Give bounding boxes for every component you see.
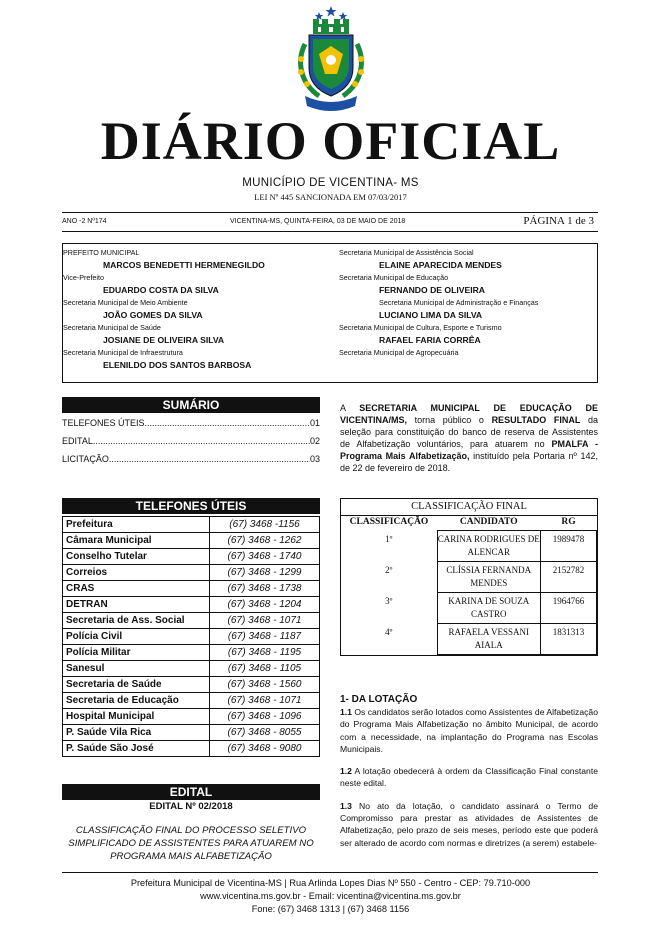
clause-number: 1.1 <box>340 707 352 717</box>
classification-title: CLASSIFICAÇÃO FINAL <box>341 499 597 516</box>
official-name: EDUARDO COSTA DA SILVA <box>103 285 219 295</box>
phone-number[interactable]: (67) 3468 - 8055 <box>210 725 320 741</box>
footer <box>0 877 661 916</box>
candidate-rg: 2152782 <box>541 562 597 593</box>
phone-number[interactable]: (67) 3468 - 1738 <box>210 581 320 597</box>
intro-text: A <box>340 403 360 413</box>
official-role: Secretaria Municipal de Educação <box>339 273 449 282</box>
candidate-name: CARINA RODRIGUES DE ALENCAR <box>437 531 541 562</box>
candidate-name: CLÍSSIA FERNANDA MENDES <box>437 562 541 593</box>
paragraph <box>340 706 598 755</box>
classification-position: 1º <box>385 533 393 544</box>
divider <box>62 231 598 232</box>
phone-number[interactable]: (67) 3468 - 1299 <box>210 565 320 581</box>
official-role: Secretaria Municipal de Meio Ambiente <box>63 298 188 307</box>
intro-text: instituído pela Portaria nº 142, de 22 de fevereiro de 2018. <box>340 451 598 473</box>
intro-text: torna público o <box>407 415 492 425</box>
footer-web[interactable]: www.vicentina.ms.gov.br - Email: vicentina@vicentina.ms.gov.br <box>200 891 461 901</box>
edition-bar <box>62 215 598 229</box>
official-role: Vice-Prefeito <box>63 273 105 282</box>
official-role: Secretaria Municipal de Administração e Finanças <box>379 298 539 307</box>
phone-row <box>63 533 320 549</box>
summary-item[interactable] <box>62 432 320 450</box>
candidate-name: KARINA DE SOUZA CASTRO <box>437 593 541 624</box>
official-name: ELAINE APARECIDA MENDES <box>379 260 502 270</box>
phone-number[interactable]: (67) 3468 - 9080 <box>210 741 320 757</box>
official-name: MARCOS BENEDETTI HERMENEGILDO <box>103 260 265 270</box>
phone-number[interactable]: (67) 3468 - 1071 <box>210 613 320 629</box>
summary-page: 01 <box>309 418 320 428</box>
summary-label: LICITAÇÃO <box>62 454 109 464</box>
edital-section <box>62 784 320 863</box>
intro-bold: RESULTADO FINAL <box>491 415 581 425</box>
phone-number[interactable]: (67) 3468 - 1187 <box>210 629 320 645</box>
edital-number: EDITAL Nº 02/2018 <box>149 801 233 812</box>
phone-number[interactable]: (67) 3468 - 1560 <box>210 677 320 693</box>
phone-row <box>63 629 320 645</box>
official-role: PREFEITO MUNICIPAL <box>63 248 140 257</box>
classification-position: 2º <box>385 564 393 575</box>
classification-position: 3º <box>385 595 393 606</box>
intro-bold: SECRETARIA MUNICIPAL DE EDUCAÇÃO DE VICENTINA/MS, <box>340 403 598 425</box>
edition-number: ANO -2 Nº174 <box>62 218 107 225</box>
classification-table <box>340 498 598 656</box>
official-name: LUCIANO LIMA DA SILVA <box>379 310 483 320</box>
phone-name: Prefeitura <box>63 517 210 533</box>
clause-number: 1.2 <box>340 766 352 777</box>
edition-date: VICENTINA-MS, QUINTA-FEIRA, 03 DE MAIO DE 2018 <box>230 218 406 225</box>
announcement-paragraph <box>340 402 598 474</box>
classification-row <box>341 531 597 562</box>
official-name: JOÃO GOMES DA SILVA <box>103 310 203 320</box>
phone-row <box>63 613 320 629</box>
official-role: Secretaria Municipal de Assistência Social <box>339 248 474 257</box>
phone-name: Conselho Tutelar <box>63 549 210 565</box>
phone-number[interactable]: (67) 3468 - 1204 <box>210 597 320 613</box>
phone-row <box>63 709 320 725</box>
phone-row <box>63 549 320 565</box>
footer-address: Prefeitura Municipal de Vicentina-MS | Rua Arlinda Lopes Dias Nº 550 - Centro - CEP: 79.710-000 <box>130 878 531 888</box>
phone-number[interactable]: (67) 3468 - 1071 <box>210 693 320 709</box>
phone-number[interactable]: (67) 3468 - 1262 <box>210 533 320 549</box>
edital-body <box>340 694 598 859</box>
paragraph <box>340 765 598 790</box>
phones-section <box>62 498 320 757</box>
page-indicator: PÁGINA 1 de 3 <box>523 215 594 227</box>
candidate-name: RAFAELA VESSANI AIALA <box>437 624 541 655</box>
phone-name: Correios <box>63 565 210 581</box>
section-heading: 1- DA LOTAÇÃO <box>340 694 418 705</box>
classification-row <box>341 624 597 655</box>
classification-row <box>341 562 597 593</box>
phone-row <box>63 677 320 693</box>
candidate-rg: 1831313 <box>541 624 597 655</box>
phone-row <box>63 661 320 677</box>
municipality-name: MUNICÍPIO DE VICENTINA- MS <box>242 177 419 189</box>
intro-bold: PMALFA - Programa Mais Alfabetização, <box>340 439 598 461</box>
phone-name: Secretaria de Saúde <box>63 677 210 693</box>
phone-name: CRAS <box>63 581 210 597</box>
footer-divider <box>62 872 598 873</box>
phone-number[interactable]: (67) 3468 - 1740 <box>210 549 320 565</box>
classification-position: 4º <box>385 626 393 637</box>
clause-text: A lotação obedecerá à ordem da Classificação Final constante neste edital. <box>340 766 598 789</box>
officials-box <box>62 243 598 383</box>
phone-name: Secretaria de Educação <box>63 693 210 709</box>
column-header: CANDIDATO <box>459 517 518 527</box>
clause-number: 1.3 <box>340 800 352 811</box>
phone-number[interactable]: (67) 3468 - 1096 <box>210 709 320 725</box>
summary-section <box>62 397 320 468</box>
phone-name: Polícia Militar <box>63 645 210 661</box>
phones-table <box>62 516 320 757</box>
summary-item[interactable] <box>62 450 320 468</box>
phone-row <box>63 597 320 613</box>
official-role: Secretaria Municipal de Infraestrutura <box>63 348 183 357</box>
phone-name: DETRAN <box>63 597 210 613</box>
phone-name: Polícia Civil <box>63 629 210 645</box>
crest-icon <box>291 4 371 116</box>
classification-row <box>341 593 597 624</box>
phone-row <box>63 581 320 597</box>
edital-heading: EDITAL <box>62 784 320 800</box>
official-name: FERNANDO DE OLIVEIRA <box>379 285 485 295</box>
phone-number[interactable]: (67) 3468 - 1195 <box>210 645 320 661</box>
phone-row <box>63 645 320 661</box>
officials-right-column <box>339 247 538 359</box>
phone-name: P. Saúde São José <box>63 741 210 757</box>
summary-heading: SUMÁRIO <box>62 397 320 413</box>
phone-row <box>63 517 320 533</box>
phones-heading: TELEFONES ÚTEIS <box>62 498 320 514</box>
paragraph <box>340 800 598 849</box>
column-header: RG <box>561 517 576 527</box>
edital-description: CLASSIFICAÇÃO FINAL DO PROCESSO SELETIVO SIMPLIFICADO DE ASSISTENTES PARA ATUAREM NO PROGRAMA MAIS ALFABETIZAÇÃO <box>68 825 314 862</box>
summary-label: EDITAL <box>62 436 93 446</box>
candidate-rg: 1964766 <box>541 593 597 624</box>
phone-name: Hospital Municipal <box>63 709 210 725</box>
clause-text: No ato da lotação, o candidato assinará o Termo de Compromisso para prestar as atividades de Assistentes de Alfabetização, pelo prazo de seis meses, período este que poderá ser alterado de acordo com normas e diretrizes (a serem) estabele- <box>340 800 598 848</box>
phone-name: Secretaria de Ass. Social <box>63 613 210 629</box>
summary-page: 03 <box>309 454 320 464</box>
phone-name: Sanesul <box>63 661 210 677</box>
phone-number[interactable]: (67) 3468 - 1105 <box>210 661 320 677</box>
phone-number[interactable]: (67) 3468 -1156 <box>210 517 320 533</box>
official-role: Secretaria Municipal de Agropecuária <box>339 348 459 357</box>
law-reference: LEI Nº 445 SANCIONADA EM 07/03/2017 <box>254 192 407 202</box>
phone-row <box>63 725 320 741</box>
official-role: Secretaria Municipal de Cultura, Esporte e Turismo <box>339 323 502 332</box>
phone-name: Câmara Municipal <box>63 533 210 549</box>
masthead-title: DIÁRIO OFICIAL <box>100 111 561 171</box>
officials-left-column <box>63 247 265 372</box>
official-name: JOSIANE DE OLIVEIRA SILVA <box>103 335 225 345</box>
column-header: CLASSIFICAÇÃO <box>349 517 429 528</box>
official-role: Secretaria Municipal de Saúde <box>63 323 161 332</box>
divider <box>62 212 598 213</box>
candidate-rg: 1989478 <box>541 531 597 562</box>
intro-text: da seleção para constituição do banco de reserva de Assistentes de Alfabetização voluntários, para atuarem no <box>340 415 598 449</box>
summary-item[interactable] <box>62 414 320 432</box>
official-name: ELENILDO DOS SANTOS BARBOSA <box>103 360 252 370</box>
phone-row <box>63 565 320 581</box>
summary-label: TELEFONES ÚTEIS <box>62 418 145 428</box>
official-name: RAFAEL FARIA CORRÊA <box>379 335 481 345</box>
summary-page: 02 <box>309 436 320 446</box>
footer-phones: Fone: (67) 3468 1313 | (67) 3468 1156 <box>251 904 410 914</box>
clause-text: Os candidatos serão lotados como Assistentes de Alfabetização do Programa Mais Alfabetização no âmbito Municipal, de acordo com a necessidade, na implantação do Programa nas Escolas Municipais. <box>340 707 598 754</box>
phone-row <box>63 693 320 709</box>
municipal-crest <box>291 4 371 116</box>
phone-row <box>63 741 320 757</box>
phone-name: P. Saúde Vila Rica <box>63 725 210 741</box>
